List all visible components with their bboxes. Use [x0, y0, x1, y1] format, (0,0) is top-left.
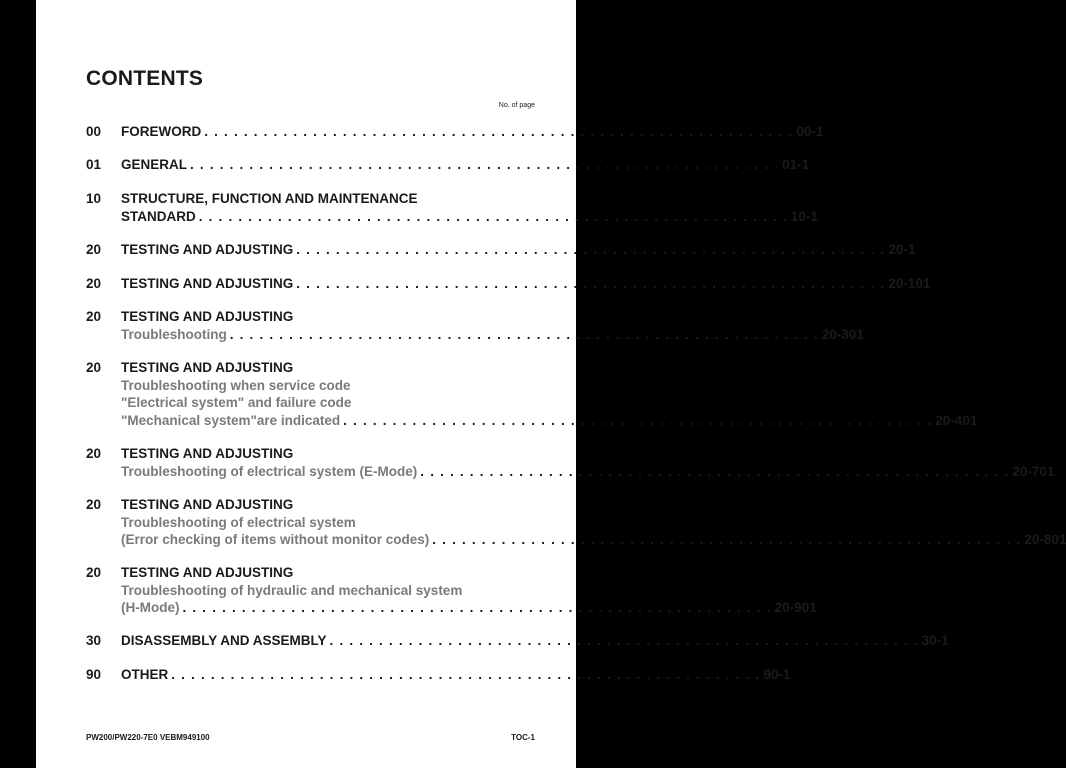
toc-title-line: [121, 666, 791, 684]
dot-leader: . . . . . . . . . . . . . . . . . . . . . . . . . . . . . . . . . . . . . . . . . . . . . . . . . . . . . . . . . . . .: [420, 463, 1010, 479]
section-subtitle: Troubleshooting when service code: [121, 377, 351, 393]
section-subtitle: Troubleshooting of electrical system: [121, 514, 356, 530]
toc-subtitle-line: [121, 412, 978, 430]
section-title: TESTING AND ADJUSTING: [121, 276, 294, 291]
page-number[interactable]: 20-801: [1024, 532, 1066, 547]
section-code: 20: [86, 497, 102, 512]
toc-title-line: [121, 241, 916, 259]
section-subtitle: Troubleshooting: [121, 326, 227, 342]
toc-entry[interactable]: [86, 564, 817, 617]
toc-entry[interactable]: [86, 359, 978, 429]
section-title: TESTING AND ADJUSTING: [121, 497, 294, 512]
page-number[interactable]: 20-301: [821, 326, 864, 342]
dot-leader: . . . . . . . . . . . . . . . . . . . . . . . . . . . . . . . . . . . . . . . . . . . . . . . . . . . . . . . . . . . .: [329, 633, 919, 648]
section-subtitle: (H-Mode): [121, 600, 180, 615]
page-number[interactable]: 20-701: [1012, 463, 1055, 479]
toc-subtitle-line: [121, 599, 817, 617]
toc-entry[interactable]: [86, 190, 818, 225]
page-number[interactable]: 20-401: [935, 412, 978, 428]
toc-entry[interactable]: [86, 241, 916, 259]
section-title: DISASSEMBLY AND ASSEMBLY: [121, 633, 327, 648]
dot-leader: . . . . . . . . . . . . . . . . . . . . . . . . . . . . . . . . . . . . . . . . . . . . . . . . . . . . . . . . . . . .: [432, 532, 1022, 547]
toc-entry[interactable]: [86, 123, 824, 141]
footer-model-code: PW200/PW220-7E0 VEBM949100: [86, 733, 210, 742]
toc-entry[interactable]: [86, 632, 949, 650]
section-code: 20: [86, 446, 102, 461]
page-number[interactable]: 00-1: [796, 124, 824, 139]
toc-entry[interactable]: [86, 156, 810, 174]
document-page: [36, 0, 1066, 768]
dot-leader: . . . . . . . . . . . . . . . . . . . . . . . . . . . . . . . . . . . . . . . . . . . . . . . . . . . . . . . . . . . .: [343, 412, 933, 428]
toc-title-line: [121, 445, 535, 463]
page-number[interactable]: 20-901: [774, 600, 817, 615]
dot-leader: . . . . . . . . . . . . . . . . . . . . . . . . . . . . . . . . . . . . . . . . . . . . . . . . . . . . . . . . . . . .: [171, 667, 761, 682]
toc-entry[interactable]: [86, 666, 791, 684]
section-code: 00: [86, 124, 102, 139]
toc-title-line: [121, 564, 535, 582]
section-title: STANDARD: [121, 208, 196, 224]
toc-subtitle-line: [121, 394, 535, 412]
dot-leader: . . . . . . . . . . . . . . . . . . . . . . . . . . . . . . . . . . . . . . . . . . . . . . . . . . . . . . . . . . . .: [204, 124, 794, 139]
dot-leader: . . . . . . . . . . . . . . . . . . . . . . . . . . . . . . . . . . . . . . . . . . . . . . . . . . . . . . . . . . . .: [296, 276, 886, 291]
toc-title-line: [121, 156, 810, 174]
toc-entry[interactable]: [86, 496, 1066, 549]
section-code: 10: [86, 191, 102, 206]
page-number[interactable]: 90-1: [763, 667, 791, 682]
page-number[interactable]: 10-1: [790, 208, 818, 224]
toc-title-line: [121, 275, 931, 293]
section-code: 20: [86, 360, 102, 375]
footer-page-number: TOC-1: [511, 733, 535, 742]
section-code: 30: [86, 633, 102, 648]
page-number[interactable]: 30-1: [921, 633, 949, 648]
toc-title-line: [121, 632, 949, 650]
toc-title-line: [121, 359, 535, 377]
section-subtitle: (Error checking of items without monitor codes): [121, 532, 430, 547]
section-subtitle: "Mechanical system"are indicated: [121, 412, 341, 428]
section-title: STRUCTURE, FUNCTION AND MAINTENANCE: [121, 191, 418, 206]
toc-entry[interactable]: [86, 308, 864, 343]
toc-entry[interactable]: [86, 445, 1055, 480]
no-of-page-label: No. of page: [498, 102, 535, 109]
toc-subtitle-line: [121, 326, 864, 344]
section-title: TESTING AND ADJUSTING: [121, 242, 294, 257]
section-subtitle: Troubleshooting of electrical system (E-Mode): [121, 463, 418, 479]
toc-title-line: [121, 190, 535, 208]
toc-entry[interactable]: [86, 275, 931, 293]
toc-title-line: [121, 123, 824, 141]
section-code: 20: [86, 276, 102, 291]
toc-title-line: [121, 308, 535, 326]
toc-subtitle-line: [121, 582, 535, 600]
section-title: GENERAL: [121, 157, 188, 172]
section-title: TESTING AND ADJUSTING: [121, 360, 294, 375]
section-title: OTHER: [121, 667, 169, 682]
dot-leader: . . . . . . . . . . . . . . . . . . . . . . . . . . . . . . . . . . . . . . . . . . . . . . . . . . . . . . . . . . . .: [296, 242, 886, 257]
section-subtitle: "Electrical system" and failure code: [121, 395, 352, 410]
section-code: 90: [86, 667, 102, 682]
section-code: 20: [86, 565, 102, 580]
page-number[interactable]: 20-101: [888, 276, 931, 291]
page-number[interactable]: 01-1: [782, 157, 810, 172]
toc-subtitle-line: [121, 531, 1066, 549]
section-title: FOREWORD: [121, 124, 202, 139]
dot-leader: . . . . . . . . . . . . . . . . . . . . . . . . . . . . . . . . . . . . . . . . . . . . . . . . . . . . . . . . . . . .: [198, 208, 788, 224]
dot-leader: . . . . . . . . . . . . . . . . . . . . . . . . . . . . . . . . . . . . . . . . . . . . . . . . . . . . . . . . . . . .: [182, 600, 772, 615]
section-code: 20: [86, 309, 102, 324]
toc-subtitle-line: [121, 514, 535, 532]
section-title: TESTING AND ADJUSTING: [121, 565, 294, 580]
section-code: 20: [86, 242, 102, 257]
contents-heading: CONTENTS: [86, 67, 204, 90]
dot-leader: . . . . . . . . . . . . . . . . . . . . . . . . . . . . . . . . . . . . . . . . . . . . . . . . . . . . . . . . . . . .: [229, 326, 819, 342]
section-code: 01: [86, 157, 102, 172]
toc-subtitle-line: [121, 463, 1055, 481]
page-number[interactable]: 20-1: [888, 242, 916, 257]
toc-subtitle-line: [121, 377, 535, 395]
toc-title-line: [121, 208, 818, 226]
section-subtitle: Troubleshooting of hydraulic and mechanical system: [121, 582, 463, 598]
dot-leader: . . . . . . . . . . . . . . . . . . . . . . . . . . . . . . . . . . . . . . . . . . . . . . . . . . . . . . . . . . . .: [190, 157, 780, 172]
section-title: TESTING AND ADJUSTING: [121, 446, 294, 461]
toc-title-line: [121, 496, 535, 514]
section-title: TESTING AND ADJUSTING: [121, 309, 294, 324]
